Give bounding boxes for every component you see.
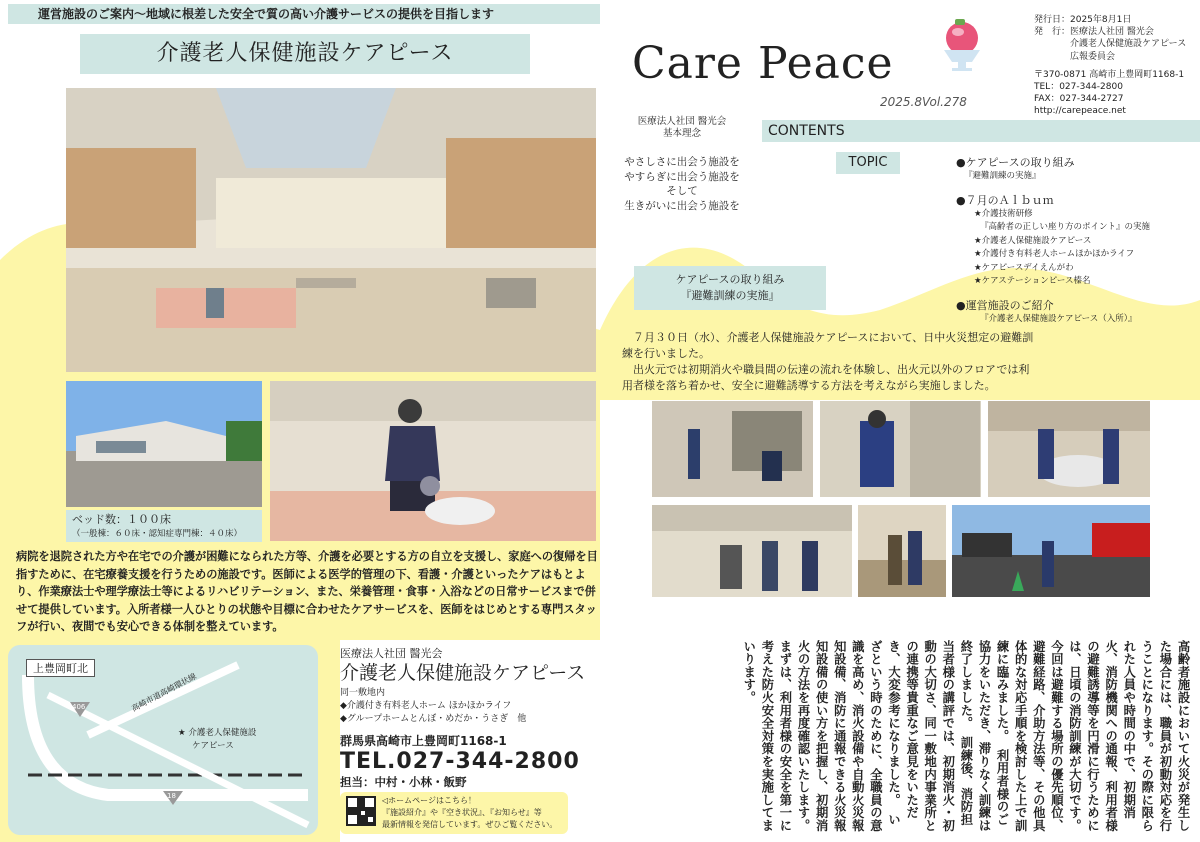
qr-code-icon[interactable]: [346, 796, 376, 826]
philosophy-line-3: そして: [666, 185, 698, 197]
bed-count: ベッド数：１００床: [72, 513, 171, 526]
feature-title-box: [634, 266, 826, 310]
pub-url[interactable]: http://carepeace.net: [1034, 106, 1126, 117]
bed-info: [66, 510, 262, 542]
pub-date: 発行日：2025年8月1日: [1034, 15, 1132, 25]
contents-item-1[interactable]: ●ケアピースの取り組み: [956, 156, 1075, 169]
pub-facility: 介護老人保健施設ケアピース: [1070, 39, 1187, 50]
pub-committee: 広報委員会: [1070, 51, 1116, 62]
contact-org: 医療法人社団 醫光会: [340, 647, 443, 660]
pub-tel: TEL：027-344-2800: [1034, 82, 1123, 93]
route-18: 18: [167, 792, 176, 800]
map-road-label: 高崎市道高崎環状線: [130, 671, 198, 714]
contents-item-3-sub: 『介護老人保健施設ケアピース（入所）』: [980, 313, 1137, 324]
report-para-1: ７月３０日（水）、介護老人保健施設ケアピースにおいて、日中火災想定の避難訓練を行いました。: [622, 331, 1034, 360]
publisher: 発 行：医療法人社団 醫光会: [1034, 27, 1154, 38]
shaved-ice-icon: [938, 16, 986, 74]
drill-photo-5: [858, 505, 946, 597]
contents-item-3[interactable]: ●運営施設のご紹介: [956, 298, 1054, 312]
facility-description: 病院を退院された方や在宅での介護が困難になられた方等、介護を必要とする方の自立を支援し、家庭への復帰を目指すために、在宅療養支援を行うための施設です。医師による医学的管理の下、看護・介護といったケアはもとより、作業療法士や理学療法士等によるリハビリテーション、また、栄養管理・食事・入浴などの日常サービスまで併せて提供しています。入所者様一人ひとりの状態や目標に合わせたケアサービスを、医師をはじめとする専門スタッフが行い、夜間でも安心できる体制を整えています。: [16, 550, 598, 633]
hp-line-1: ◁ホームページはこちら！: [382, 796, 476, 805]
philosophy-line-2: やすらぎに出会う施設を: [624, 170, 740, 183]
topic-tag: TOPIC: [836, 152, 900, 174]
contact-info: [340, 645, 610, 790]
contact-facility-name: 介護老人保健施設ケアピース: [340, 662, 586, 684]
building-photo: [66, 381, 262, 507]
contents-item-2-sub-2: 『高齢者の正しい座り方のポイント』の実施: [980, 222, 1151, 232]
map-area-label: 上豊岡町北: [26, 659, 95, 677]
contents-item-2-sub-5: ★ケアピースデイえんがわ: [974, 262, 1074, 273]
newsletter-logo: Care Peace: [632, 38, 894, 89]
contact-staff: 担当：中村・小林・飯野: [340, 775, 467, 789]
drill-photo-1: [652, 401, 813, 497]
contact-address: 群馬県高崎市上豊岡町1168-1: [340, 734, 507, 748]
route-406: 406: [72, 703, 86, 711]
map-marker-line1: ★ 介護老人保健施設: [178, 728, 257, 738]
feature-title: ケアピースの取り組み: [675, 273, 785, 286]
feature-subtitle: 『避難訓練の実施』: [680, 289, 780, 302]
feature-report: [622, 330, 1037, 394]
same-site-label: 同一敷地内: [340, 688, 386, 698]
contents-item-2-sub-3: ★介護老人保健施設ケアピース: [974, 235, 1092, 246]
access-map: [8, 645, 318, 835]
philosophy-text: [614, 155, 750, 213]
hall-photo: [66, 88, 596, 372]
homepage-notice: [340, 792, 568, 834]
drill-photo-3: [988, 401, 1150, 497]
contents-heading: CONTENTS: [762, 120, 1200, 142]
feature-vertical-text: 高齢者施設において火災が発生した場合には、職員が初動対応を行うことになります。その際に限られた人員や時間の中で、初期消火、消防機関への通報、利用者様の避難誘導等を円滑に行うためには、日頃の消防訓練が大切です。今回は避難する場所の優先順位、避難経路、介助方法等、その他具体的な対応手順を検討した上で訓練に臨みました。 利用者様のご協力をいただき、滞りなく訓練は終了しました。 訓練後、消防担当者様の講評では、初期消火・初動の大切さ、同一敷地内事業所との連携等貴重なご意見をいただき、大変参考になりました。 いざという時のために、全職員の意識を高め、消火設備や自動火災報知設備、消防に通報できる火災報知設備の使い方を把握し、初期消火の方法を再度確認いたします。 まずは、利用者様の安全を第一に考えた防火安全対策を実施してまいります。: [741, 640, 1190, 839]
philosophy-line-4: 生きがいに出会う施設を: [624, 199, 740, 212]
facility-title: 介護老人保健施設ケアピース: [80, 34, 530, 74]
philosophy-title: 基本理念: [662, 128, 701, 139]
contents-item-2-sub-6: ★ケアステーションピース榛名: [974, 276, 1091, 286]
hp-line-2: 『施設紹介』や『空き状況』、『お知らせ』等: [382, 808, 542, 817]
contents-item-2-sub-1: ★介護技術研修: [974, 208, 1033, 219]
same-site-item-1: ◆介護付き有料老人ホーム ほかほかライフ: [340, 701, 512, 711]
contents-item-2[interactable]: ●７月のＡｌｂｕｍ: [956, 193, 1054, 207]
map-marker-line2: ケアピース: [192, 741, 234, 751]
issue-volume: 2025.8Vol.278: [880, 95, 967, 109]
same-site-item-2: ◆グループホームとんぼ・めだか・うさぎ 他: [340, 714, 527, 724]
drill-photo-4: [652, 505, 852, 597]
hp-line-3: 最新情報を発信しています。ぜひご覧ください。: [382, 820, 558, 829]
contents-item-1-sub: 『避難訓練の実施』: [964, 171, 1041, 181]
map-facility-marker: [178, 727, 256, 753]
tagline: 運営施設のご案内～地域に根差した安全で質の高い介護サービスの提供を目指します: [8, 4, 600, 24]
publisher-info: [1034, 14, 1200, 118]
philosophy-line-1: やさしさに出会う施設を: [624, 156, 740, 168]
drill-photo-6: [952, 505, 1150, 597]
contents-item-2-sub-4: ★介護付き有料老人ホームほかほかライフ: [974, 249, 1135, 259]
bed-detail: （一般棟：６０床・認知症専門棟：４０床）: [72, 529, 243, 539]
report-para-2: 出火元では初期消火や職員間の伝達の流れを体験し、出火元以外のフロアでは利用者様を落ち着かせ、安全に避難誘導する方法を考えながら実施しました。: [622, 363, 1030, 392]
staff-photo: [270, 381, 596, 541]
contents-list: [956, 150, 1200, 326]
pub-postal: 〒370-0871 高崎市上豊岡町1168-1: [1034, 69, 1185, 80]
philosophy-org: 医療法人社団 醫光会: [637, 116, 727, 127]
drill-photo-2: [820, 401, 981, 497]
pub-fax: FAX：027-344-2727: [1034, 94, 1124, 105]
contact-phone: TEL.027-344-2800: [340, 749, 580, 774]
philosophy-heading: [614, 116, 750, 140]
